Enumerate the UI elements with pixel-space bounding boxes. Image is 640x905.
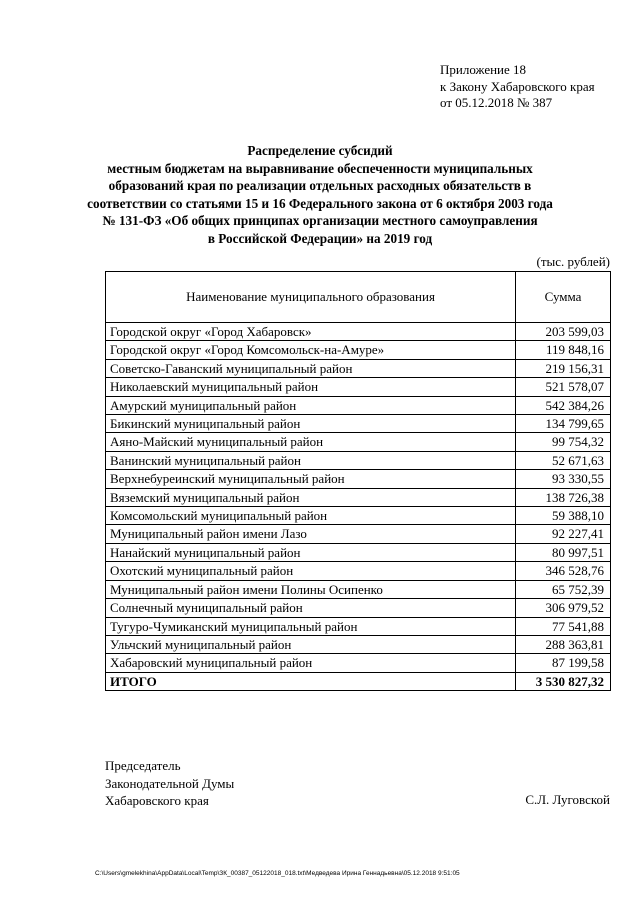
municipality-name: Солнечный муниципальный район [106,599,516,617]
subsidy-amount: 346 528,76 [516,562,611,580]
municipality-name: Аяно-Майский муниципальный район [106,433,516,451]
total-value: 3 530 827,32 [516,672,611,690]
appendix-date: от 05.12.2018 № 387 [440,95,553,110]
table-row [106,433,611,451]
municipality-name: Городской округ «Город Хабаровск» [106,323,516,341]
table-header-row [106,272,611,323]
municipality-name: Вяземский муниципальный район [106,488,516,506]
title-line-2: местным бюджетам на выравнивание обеспеченности муниципальных [107,160,533,176]
municipality-name: Николаевский муниципальный район [106,378,516,396]
municipality-name: Нанайский муниципальный район [106,543,516,561]
table-row [106,470,611,488]
subsidy-amount: 59 388,10 [516,507,611,525]
municipality-name: Муниципальный район имени Лазо [106,525,516,543]
appendix-header [440,62,595,112]
table-row [106,341,611,359]
appendix-number: Приложение 18 [440,62,527,77]
subsidy-amount: 65 752,39 [516,580,611,598]
table-row [106,580,611,598]
column-header-sum: Сумма [516,272,611,323]
table-row [106,415,611,433]
table-row [106,562,611,580]
municipality-name: Хабаровский муниципальный район [106,654,516,672]
table-row [106,635,611,653]
table-row [106,599,611,617]
municipality-name: Охотский муниципальный район [106,562,516,580]
title-line-5: № 131-ФЗ «Об общих принципах организации местного самоуправления [102,213,538,228]
subsidy-table [105,271,611,691]
appendix-law-reference: к Закону Хабаровского края [440,78,595,94]
title-line-6: в Российской Федерации» на 2019 год [207,230,433,246]
table-row [106,654,611,672]
document-title [70,142,570,247]
subsidy-amount: 306 979,52 [516,599,611,617]
title-line-1: Распределение субсидий [247,143,393,158]
subsidy-amount: 87 199,58 [516,654,611,672]
table-row [106,451,611,469]
subsidy-amount: 80 997,51 [516,543,611,561]
municipality-name: Верхнебуреинский муниципальный район [106,470,516,488]
subsidy-amount: 77 541,88 [516,617,611,635]
file-path-footer: C:\Users\gmelekhina\AppData\Local\Temp\ЗК_00387_05122018_018.txt\Медведева Ирина Геннадьевна\05.12.2018 9:51:05 [95,870,460,877]
municipality-name: Городской округ «Город Комсомольск-на-Амуре» [106,341,516,359]
title-line-3: образований края по реализации отдельных расходных обязательств в [108,178,532,193]
municipality-name: Комсомольский муниципальный район [106,507,516,525]
signer-title-1: Председатель [105,758,181,773]
table-row [106,323,611,341]
subsidy-amount: 219 156,31 [516,359,611,377]
municipality-name: Советско-Гаванский муниципальный район [106,359,516,377]
subsidy-amount: 138 726,38 [516,488,611,506]
municipality-name: Ванинский муниципальный район [106,451,516,469]
subsidy-amount: 119 848,16 [516,341,611,359]
municipality-name: Бикинский муниципальный район [106,415,516,433]
table-row [106,359,611,377]
signer-name: С.Л. Луговской [525,792,610,807]
column-header-name: Наименование муниципального образования [106,272,516,323]
signature-block [105,757,234,810]
municipality-name: Ульчский муниципальный район [106,635,516,653]
total-row [106,672,611,690]
units-label: (тыс. рублей) [536,254,610,269]
subsidy-amount: 542 384,26 [516,396,611,414]
municipality-name: Тугуро-Чумиканский муниципальный район [106,617,516,635]
table-row [106,488,611,506]
municipality-name: Муниципальный район имени Полины Осипенко [106,580,516,598]
subsidy-amount: 92 227,41 [516,525,611,543]
table-row [106,525,611,543]
total-label: ИТОГО [106,672,516,690]
signer-title-3: Хабаровского края [105,793,209,808]
subsidy-amount: 288 363,81 [516,635,611,653]
table-row [106,543,611,561]
subsidy-amount: 134 799,65 [516,415,611,433]
subsidy-amount: 521 578,07 [516,378,611,396]
signer-title-2: Законодательной Думы [105,775,235,791]
subsidy-amount: 52 671,63 [516,451,611,469]
subsidy-amount: 203 599,03 [516,323,611,341]
subsidy-amount: 99 754,32 [516,433,611,451]
table-row [106,396,611,414]
municipality-name: Амурский муниципальный район [106,396,516,414]
subsidy-amount: 93 330,55 [516,470,611,488]
title-line-4: соответствии со статьями 15 и 16 Федерального закона от 6 октября 2003 года [87,195,553,211]
table-row [106,617,611,635]
table-row [106,378,611,396]
table-row [106,507,611,525]
